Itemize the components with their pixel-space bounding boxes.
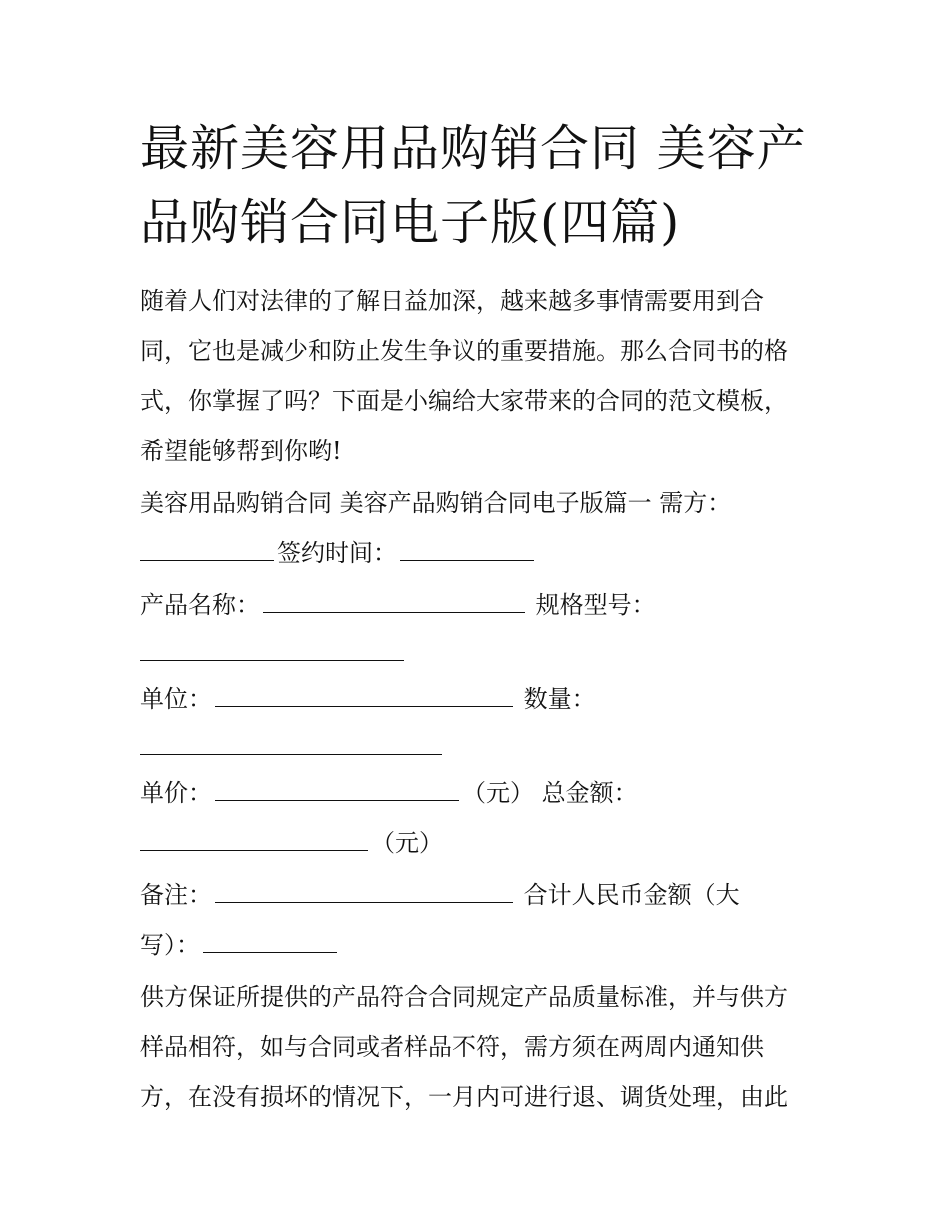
rmb-total-blank [203, 930, 337, 953]
sign-time-blank [400, 538, 534, 561]
total-amount-label: 总金额： [541, 779, 638, 807]
remark-row [140, 880, 740, 910]
unit-row [140, 684, 596, 714]
quantity-blank [140, 732, 442, 755]
rmb-total-label-1: 合计人民币金额（大 [523, 881, 740, 909]
unit-price-row [140, 778, 638, 808]
body-line-2: 样品相符，如与合同或者样品不符，需方须在两周内通知供 [140, 1033, 764, 1061]
yuan-label-1: （元） [462, 779, 534, 807]
rmb-total-row [140, 930, 340, 960]
title-line-2: 品购销合同电子版(四篇) [140, 194, 681, 251]
sign-time-row [140, 538, 537, 568]
unit-price-label: 单价： [140, 779, 212, 807]
remark-blank [215, 880, 513, 903]
intro-line-1: 随着人们对法律的了解日益加深，越来越多事情需要用到合 [140, 287, 764, 315]
unit-label: 单位： [140, 685, 212, 713]
remark-label: 备注： [140, 881, 212, 909]
quantity-label: 数量： [523, 685, 596, 713]
product-name-blank [263, 590, 525, 613]
intro-line-2: 同，它也是减少和防止发生争议的重要措施。那么合同书的格 [140, 337, 788, 365]
section-heading: 美容用品购销合同 美容产品购销合同电子版篇一 需方： [140, 489, 732, 517]
document-title [140, 112, 820, 260]
total-amount-row [140, 828, 443, 858]
spec-model-label: 规格型号： [535, 591, 656, 619]
spec-model-blank [140, 638, 404, 661]
sign-time-label: 签约时间： [277, 539, 397, 567]
intro-line-3: 式，你掌握了吗？下面是小编给大家带来的合同的范文模板， [140, 387, 788, 415]
unit-price-blank [215, 778, 459, 801]
rmb-total-label-2: 写）： [140, 931, 200, 959]
unit-blank [215, 684, 513, 707]
yuan-label-2: （元） [371, 829, 443, 857]
quantity-row [140, 732, 445, 762]
product-name-row [140, 590, 656, 620]
spec-model-row [140, 638, 407, 668]
title-line-1: 最新美容用品购销合同 美容产 [140, 120, 807, 177]
body-line-3: 方，在没有损坏的情况下，一月内可进行退、调货处理，由此 [140, 1083, 788, 1111]
total-amount-blank [140, 828, 368, 851]
buyer-blank [140, 538, 274, 561]
product-name-label: 产品名称： [140, 591, 260, 619]
body-line-1: 供方保证所提供的产品符合合同规定产品质量标准，并与供方 [140, 983, 788, 1011]
intro-line-4: 希望能够帮到你哟! [140, 437, 342, 465]
